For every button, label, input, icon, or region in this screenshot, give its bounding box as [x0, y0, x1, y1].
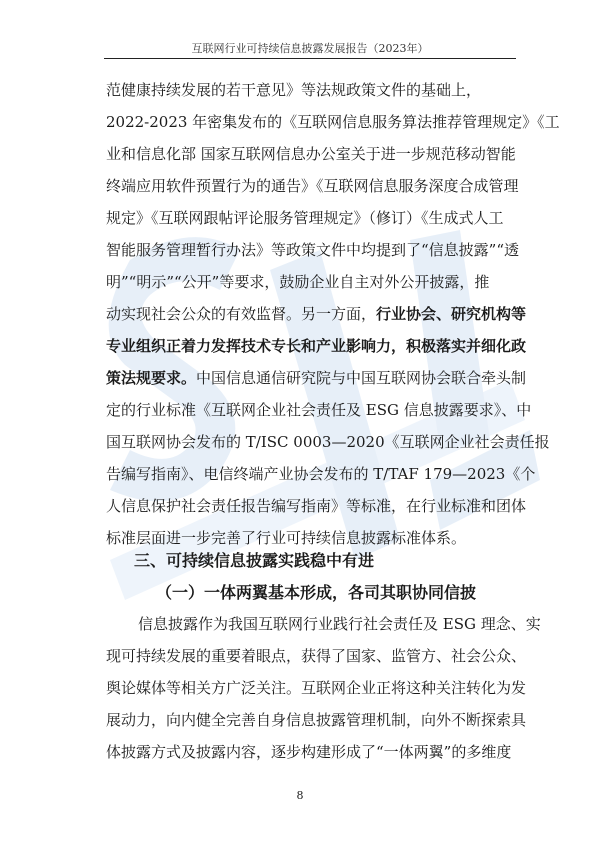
text-line-4: 终端应用软件预置行为的通告》《互联网信息服务深度合成管理 — [106, 177, 519, 195]
page-number: 8 — [296, 789, 304, 802]
text-line-15: 标准层面进一步完善了行业可持续信息披露标准体系。 — [106, 529, 467, 547]
section-heading: 三、可持续信息披露实践稳中有进 — [134, 551, 375, 570]
text-line-2: 2022-2023 年密集发布的《互联网信息服务算法推荐管理规定》《工 — [106, 113, 560, 131]
text-line-12: 国互联网协会发布的 T/ISC 0003—2020《互联网企业社会责任报 — [106, 433, 550, 451]
text-line-9: 专业组织正着力发挥技术专长和产业影响力，积极落实并细化政 — [106, 337, 527, 355]
running-header: 互联网行业可持续信息披露发展报告（2023年） — [191, 42, 429, 55]
text-line-6: 智能服务管理暂行办法》等政策文件中均提到了“信息披露”“透 — [106, 241, 520, 259]
header-rule — [104, 58, 516, 59]
para2-line-1: 信息披露作为我国互联网行业践行社会责任及 ESG 理念、实 — [138, 615, 541, 633]
text-span-bold: 行业协会、研究机构等 — [376, 305, 527, 323]
text-line-11: 定的行业标准《互联网企业社会责任及 ESG 信息披露要求》、中 — [106, 401, 532, 419]
text-span-normal: 中国信息通信研究院与中国互联网协会联合牵头制 — [196, 369, 527, 387]
text-line-7: 明”“明示”“公开”等要求，鼓励企业自主对外公开披露，推 — [106, 273, 490, 291]
text-span-normal: 动实现社会公众的有效监督。另一方面， — [106, 305, 377, 323]
text-line-3: 业和信息化部 国家互联网信息办公室关于进一步规范移动智能 — [106, 145, 516, 163]
text-line-8 — [0, 304, 600, 324]
text-span-bold: 策法规要求。 — [106, 369, 197, 387]
para2-line-5: 体披露方式及披露内容，逐步构建形成了“一体两翼”的多维度 — [106, 743, 512, 761]
para2-line-2: 现可持续发展的重要着眼点，获得了国家、监管方、社会公众、 — [106, 647, 527, 665]
para2-line-3: 舆论媒体等相关方广泛关注。互联网企业正将这种关注转化为发 — [106, 679, 527, 697]
subsection-heading: （一）一体两翼基本形成，各司其职协同信披 — [156, 583, 477, 602]
text-line-13: 告编写指南》、电信终端产业协会发布的 T/TAF 179—2023《个 — [106, 465, 536, 483]
para2-line-4: 展动力，向内健全完善自身信息披露管理机制，向外不断探索具 — [106, 711, 527, 729]
text-line-1: 范健康持续发展的若干意见》等法规政策文件的基础上， — [106, 81, 482, 99]
text-line-10 — [0, 368, 600, 388]
text-line-14: 人信息保护社会责任报告编写指南》等标准，在行业标准和团体 — [106, 497, 527, 515]
text-line-5: 规定》《互联网跟帖评论服务管理规定》（修订）《生成式人工 — [106, 209, 504, 227]
